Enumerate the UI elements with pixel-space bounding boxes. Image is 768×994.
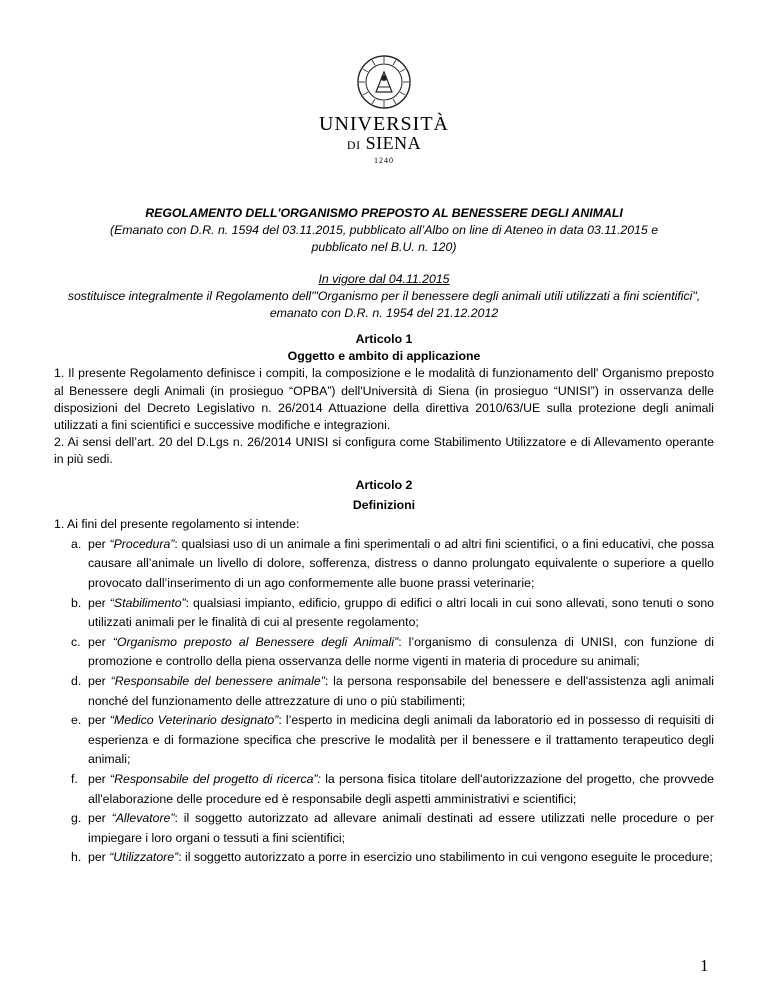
- validity-block: [54, 271, 714, 323]
- article-1-paragraph-2: 2. Ai sensi dell’art. 20 del D.Lgs n. 26/2014 UNISI si configura come Stabilimento Utilizzatore e di Allevamento operante in più sedi.: [54, 435, 714, 467]
- in-vigore-date: In vigore dal 04.11.2015: [318, 272, 450, 286]
- definition-term: “Procedura”: [109, 536, 175, 551]
- university-name: UNIVERSITÀ: [319, 113, 449, 135]
- definition-item: e. per “Medico Veterinario designato”: l’esperto in medicina degli animali da laboratorio ed in possesso di requisiti di esperienza e di formazione specifica che prescrive le modalità per il benessere e il trattamento terapeutico degli animali;: [71, 713, 714, 767]
- definition-text: : qualsiasi uso di un animale a fini sperimentali o ad altri fini scientifici, o a fini educativi, che possa causare all’animale un livello di dolore, sofferenza, distress o danno prolungato equivalente o superiore a quello provocato dall’inserimento di un ago conformemente alle buone prassi veterinarie;: [88, 536, 714, 590]
- article-2: [54, 476, 714, 868]
- document-title: REGOLAMENTO DELL'ORGANISMO PREPOSTO AL BENESSERE DEGLI ANIMALI: [145, 206, 623, 220]
- definition-term: “Responsabile del progetto di ricerca”:: [110, 771, 321, 786]
- definition-item: h. per “Utilizzatore”: il soggetto autorizzato a porre in esercizio uno stabilimento in cui vengono eseguite le procedure;: [54, 848, 714, 868]
- definition-item: g. per “Allevatore”: il soggetto autorizzato ad allevare animali destinati ad essere utilizzati nelle procedure o per impiegare i loro organi o tessuti a fini scientifici;: [71, 811, 714, 845]
- definition-marker: h.: [71, 850, 82, 865]
- university-city: [319, 134, 449, 155]
- definition-text: : la persona responsabile del benessere e dell'assistenza agli animali nonché del funzionamento delle attrezzature di uno o più stabilimenti;: [88, 673, 715, 708]
- definition-text: : qualsiasi impianto, edificio, gruppo di edifici o altri locali in cui sono allevati, sono tenuti o sono utilizzati animali per le finalità di cui al presente regolamento;: [88, 595, 714, 630]
- article-1-heading: Oggetto e ambito di applicazione: [287, 349, 481, 364]
- definition-item: d. per “Responsabile del benessere animale”: la persona responsabile del benessere e dell'assistenza agli animali nonché del funzionamento delle attrezzature di uno o più stabilimenti;: [71, 673, 715, 708]
- definition-term: “Allevatore”: [111, 811, 175, 826]
- definition-marker: f.: [71, 771, 78, 786]
- definition-marker: c.: [71, 634, 81, 649]
- definition-text: la persona fisica titolare dell'autorizzazione del progetto, che provvede all'elaborazione delle procedure ed è responsabile degli aspetti amministrativi e scientifici;: [88, 771, 714, 806]
- article-2-number: Articolo 2: [355, 478, 413, 492]
- university-year: 1240: [374, 156, 394, 165]
- definition-marker: a.: [71, 536, 82, 551]
- page-number: 1: [700, 956, 709, 975]
- definition-item: b. per “Stabilimento”: qualsiasi impianto, edificio, gruppo di edifici o altri locali in cui sono allevati, sono tenuti o sono utilizzati animali per le finalità di cui al presente regolamento;: [71, 595, 714, 630]
- definition-marker: g.: [71, 811, 82, 826]
- article-1-paragraph-1: 1. Il presente Regolamento definisce i compiti, la composizione e le modalità di funzionamento dell' Organismo preposto al Benessere degli Animali (in prosieguo “OPBA”) dell'Università di Siena (in prosieguo “UNISI”) in osservanza delle disposizioni del Decreto Legislativo n. 26/2014 Attuazione della direttiva 2010/63/UE sulla protezione degli animali utilizzati a fini scientifici e successive modifiche e integrazioni.: [54, 366, 714, 433]
- definition-term: “Medico Veterinario designato”: [109, 713, 279, 728]
- article-1: [54, 331, 714, 469]
- definitions-list: [54, 535, 714, 868]
- definition-marker: b.: [71, 595, 82, 610]
- definition-term: “Organismo preposto al Benessere degli Animali”: [112, 634, 399, 649]
- definition-text: : l’esperto in medicina degli animali da laboratorio ed in possesso di requisiti di esperienza e di formazione specifica che prescrive le modalità per il benessere e il trattamento terapeutico degli animali;: [88, 713, 714, 767]
- article-2-intro: 1. Ai fini del presente regolamento si intende:: [54, 517, 300, 532]
- article-1-number: Articolo 1: [355, 332, 413, 346]
- definition-text: : l’organismo di consulenza di UNISI, con funzione di promozione e controllo della piena osservanza delle norme vigenti in materia di procedure su animali;: [88, 634, 714, 669]
- sostituisce-note: sostituisce integralmente il Regolamento dell'"Organismo per il benessere degli animali utili utilizzati a fini scientifici", emanato con D.R. n. 1954 del 21.12.2012: [67, 289, 701, 321]
- definition-text: : il soggetto autorizzato ad allevare animali destinati ad essere utilizzati nelle procedure o per impiegare i loro organi o tessuti a fini scientifici;: [88, 811, 714, 845]
- university-di: DI: [346, 138, 361, 152]
- definition-item: a. per “Procedura”: qualsiasi uso di un animale a fini sperimentali o ad altri fini scientifici, o a fini educativi, che possa causare all’animale un livello di dolore, sofferenza, distress o danno prolungato equivalente o superiore a quello provocato dall’inserimento di un ago conformemente alle buone prassi veterinarie;: [71, 536, 714, 590]
- university-siena: SIENA: [365, 133, 422, 153]
- article-2-heading: Definizioni: [352, 497, 416, 512]
- university-logo: [319, 54, 449, 165]
- definition-term: “Responsabile del benessere animale”: [110, 673, 325, 688]
- definition-term: “Stabilimento”: [109, 595, 186, 610]
- definition-item: f. per “Responsabile del progetto di ricerca”: la persona fisica titolare dell'autorizzazione del progetto, che provvede all'elaborazione delle procedure ed è responsabile degli aspetti amministrativi e scientifici;: [71, 771, 714, 806]
- university-seal-icon: [356, 54, 412, 110]
- emanato-note: (Emanato con D.R. n. 1594 del 03.11.2015, pubblicato all’Albo on line di Ateneo in data 03.11.2015 e pubblicato nel B.U. n. 120): [109, 223, 659, 255]
- definition-marker: e.: [71, 713, 82, 728]
- definition-term: “Utilizzatore”: [109, 850, 179, 865]
- definition-item: c. per “Organismo preposto al Benessere degli Animali”: l’organismo di consulenza di UNISI, con funzione di promozione e controllo della piena osservanza delle norme vigenti in materia di procedure su animali;: [71, 634, 714, 669]
- definition-text: : il soggetto autorizzato a porre in esercizio uno stabilimento in cui vengono eseguite le procedure;: [178, 850, 713, 865]
- title-block: [54, 205, 714, 257]
- definition-marker: d.: [71, 673, 82, 688]
